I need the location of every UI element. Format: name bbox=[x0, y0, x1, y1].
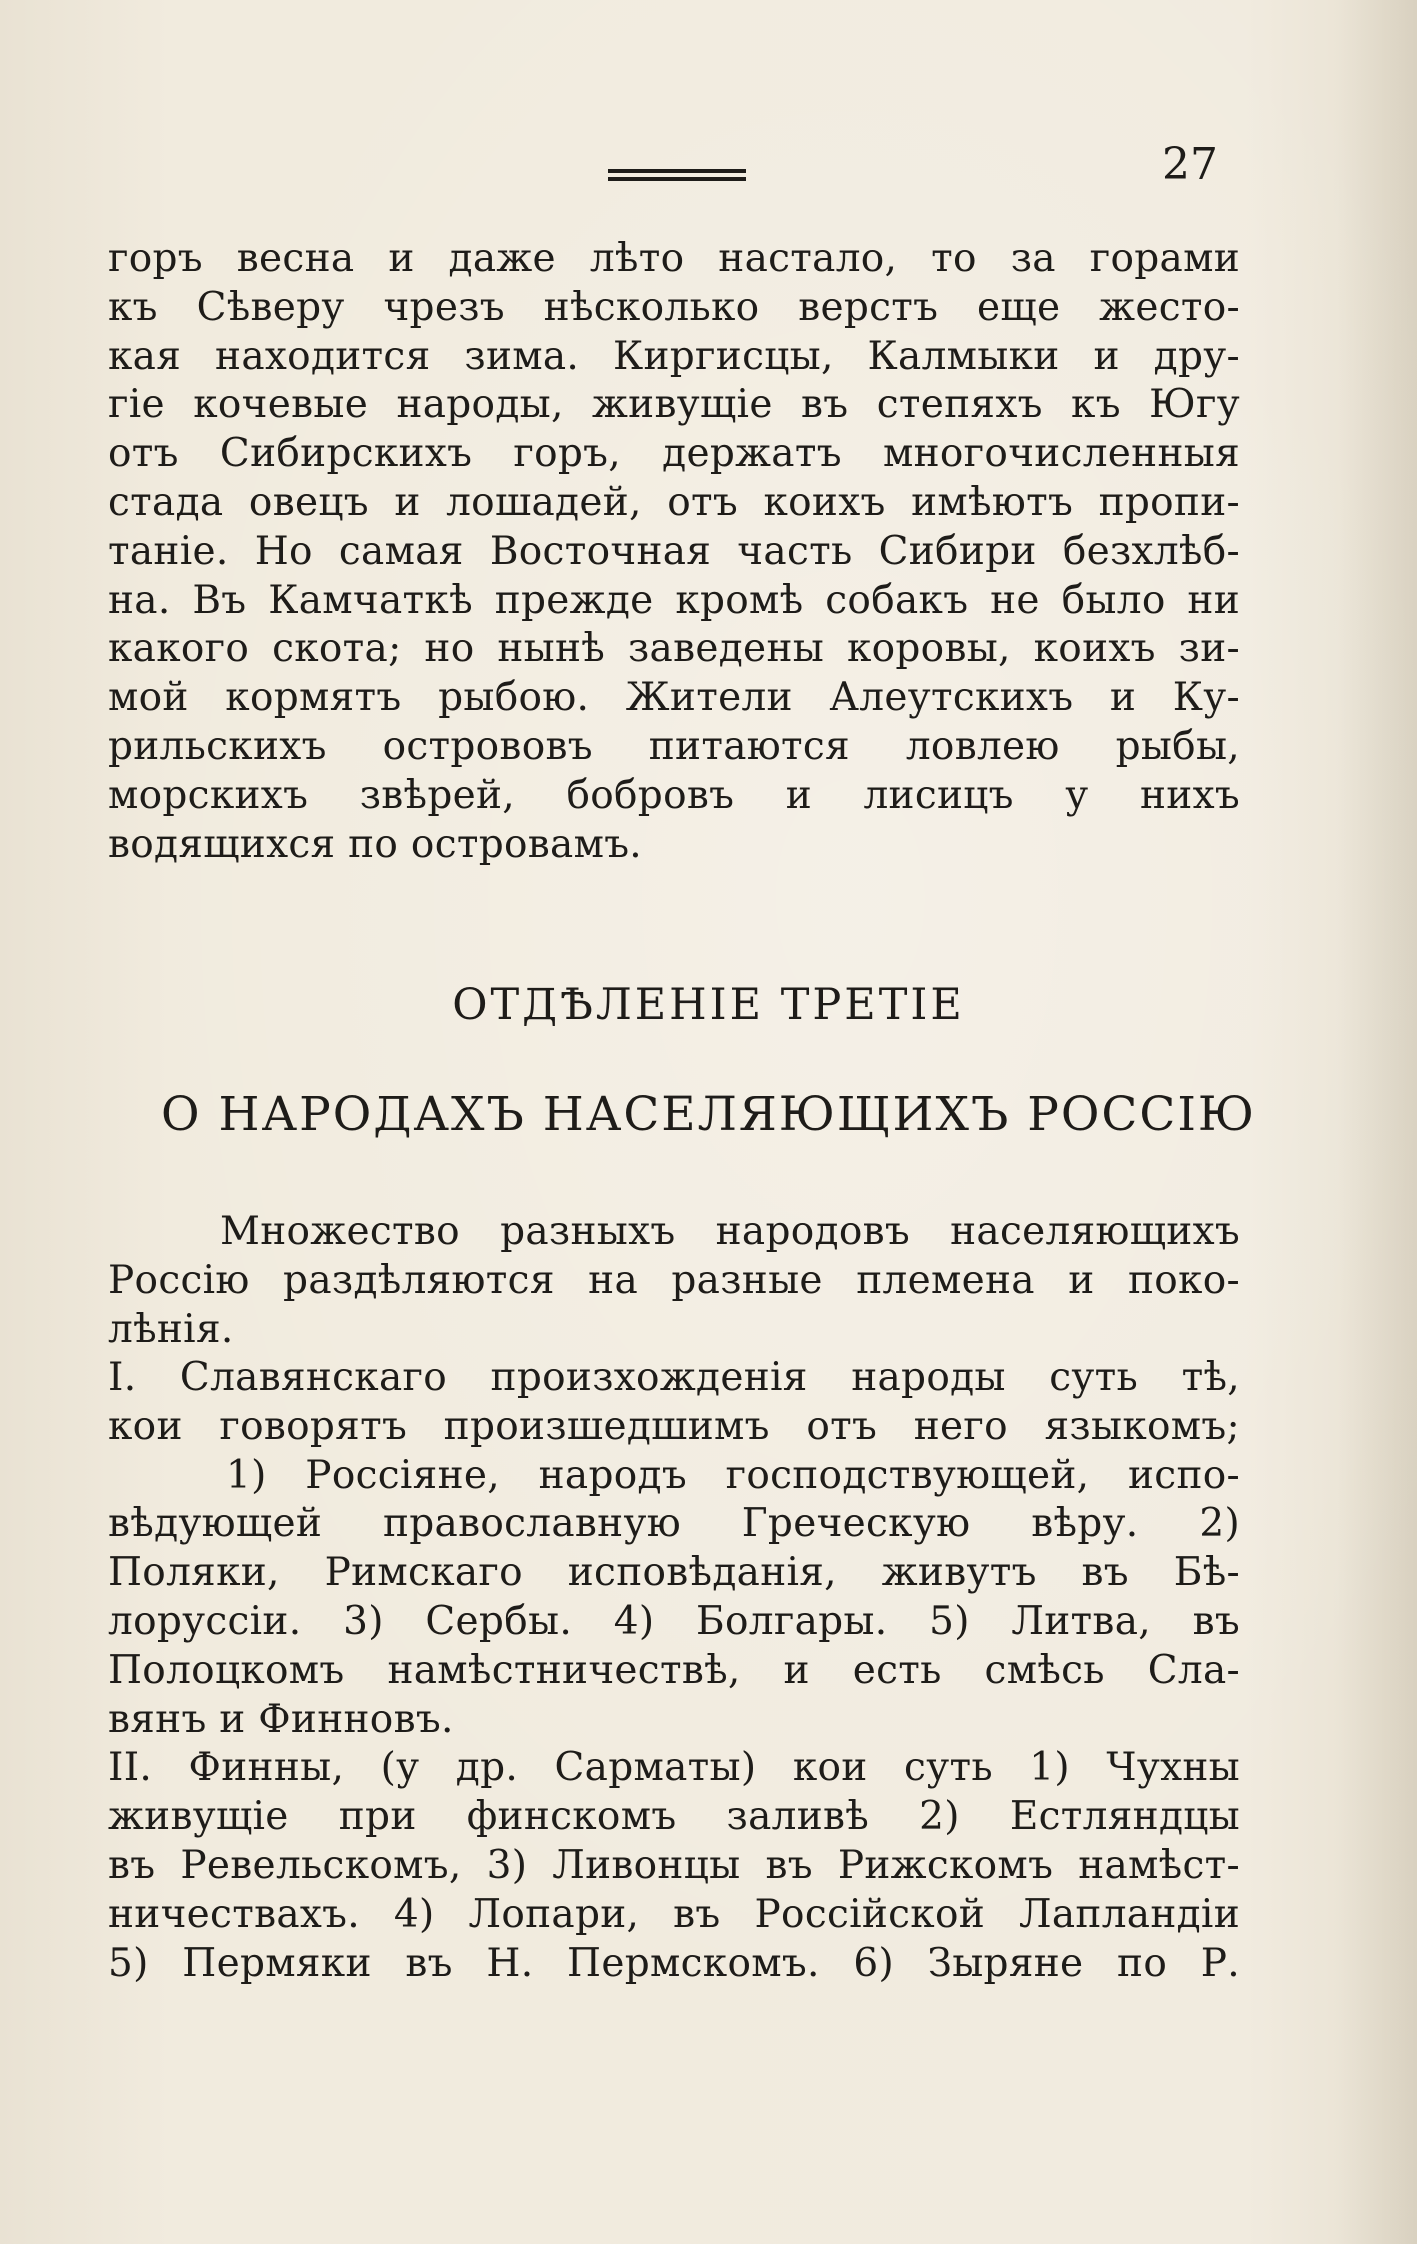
text-line: Множество разныхъ народовъ населяющихъ bbox=[220, 1209, 1240, 1254]
text-line: вянъ и Финновъ. bbox=[108, 1696, 454, 1742]
text-line: морскихъ звѣрей, бобровъ и лисицъ у нихъ bbox=[108, 772, 1240, 818]
text-line: лѣнія. bbox=[108, 1306, 234, 1352]
text-line: 5) Пермяки въ Н. Пермскомъ. 6) Зыряне по Р. bbox=[108, 1940, 1240, 1986]
text-line: мой кормятъ рыбою. Жители Алеутскихъ и Ку- bbox=[108, 675, 1240, 721]
paragraph-siberia bbox=[108, 235, 1240, 869]
text-line: лоруссіи. 3) Сербы. 4) Болгары. 5) Литва, въ bbox=[108, 1598, 1240, 1644]
text-line: рильскихъ острововъ питаются ловлею рыбы, bbox=[108, 723, 1240, 769]
text-line: на. Въ Камчаткѣ прежде кромѣ собакъ не было ни bbox=[108, 577, 1240, 623]
text-line: живущіе при финскомъ заливѣ 2) Естляндцы bbox=[108, 1794, 1240, 1840]
text-line: кои говорятъ произшедшимъ отъ него языкомъ; bbox=[108, 1403, 1240, 1449]
text-line: гіе кочевые народы, живущіе въ степяхъ къ Югу bbox=[108, 382, 1240, 428]
text-line: таніе. Но самая Восточная часть Сибири безхлѣб- bbox=[108, 528, 1240, 574]
text-line: кая находится зима. Киргисцы, Калмыки и дру- bbox=[108, 333, 1240, 379]
text-line: вѣдующей православную Греческую вѣру. 2) bbox=[108, 1501, 1240, 1547]
paragraph-intro bbox=[108, 1208, 1240, 1354]
header-double-rule bbox=[608, 169, 746, 181]
text-line: Россію раздѣляются на разные племена и поко- bbox=[108, 1257, 1240, 1303]
text-line: отъ Сибирскихъ горъ, держатъ многочисленныя bbox=[108, 431, 1240, 477]
text-line: горъ весна и даже лѣто настало, то за горами bbox=[108, 236, 1240, 281]
text-line: водящихся по островамъ. bbox=[108, 821, 643, 867]
text-line: къ Сѣверу чрезъ нѣсколько верстъ еще жесто- bbox=[108, 284, 1240, 330]
page-number: 27 bbox=[1162, 139, 1218, 190]
section-heading: ОТДѢЛЕНІЕ ТРЕТІЕ bbox=[452, 980, 965, 1030]
section-title: О НАРОДАХЪ НАСЕЛЯЮЩИХЪ РОССІЮ bbox=[161, 1087, 1256, 1142]
text-line: I. Славянскаго произхожденія народы суть тѣ, bbox=[108, 1355, 1240, 1400]
text-line: II. Финны, (у др. Сарматы) кои суть 1) Чухны bbox=[108, 1745, 1240, 1791]
paragraph-peoples-list bbox=[108, 1354, 1240, 1988]
text-line: въ Ревельскомъ, 3) Ливонцы въ Рижскомъ намѣст- bbox=[108, 1842, 1240, 1888]
text-line: стада овецъ и лошадей, отъ коихъ имѣютъ пропи- bbox=[108, 479, 1240, 525]
text-line: ничествахъ. 4) Лопари, въ Россійской Лапландіи bbox=[108, 1891, 1240, 1937]
text-line: какого скота; но нынѣ заведены коровы, коихъ зи- bbox=[108, 626, 1240, 672]
text-line: 1) Россіяне, народъ господствующей, испо- bbox=[226, 1452, 1240, 1498]
text-line: Поляки, Римскаго исповѣданія, живутъ въ Бѣ- bbox=[108, 1550, 1240, 1596]
text-line: Полоцкомъ намѣстничествѣ, и есть смѣсь Сла- bbox=[108, 1647, 1240, 1693]
